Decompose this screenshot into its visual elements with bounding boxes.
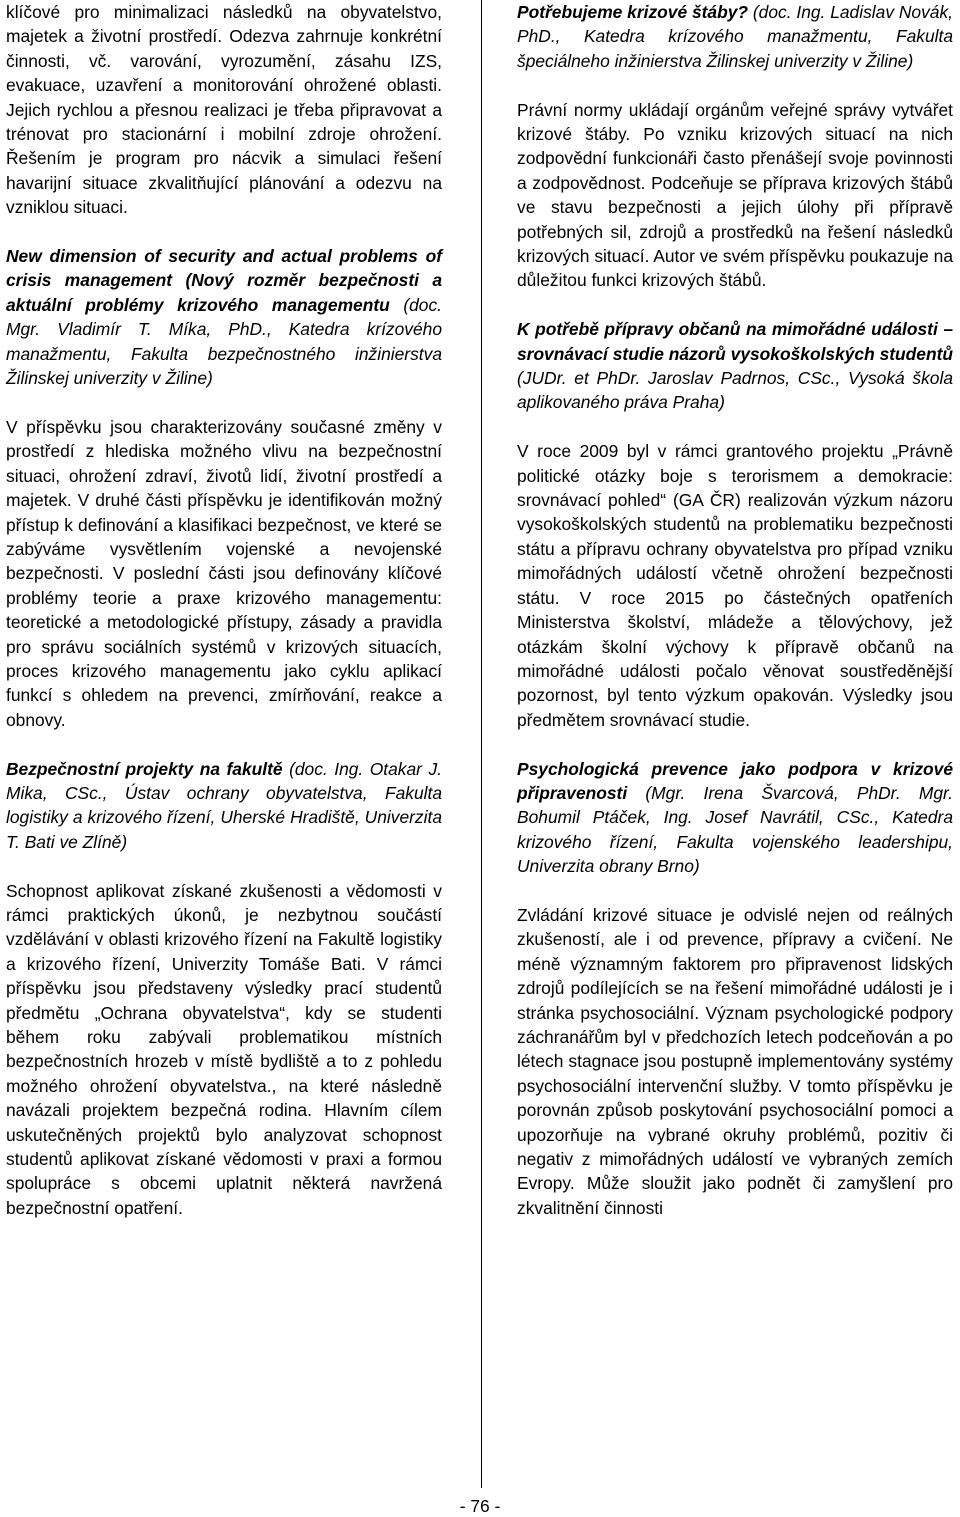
article-title: Potřebujeme krizové štáby?: [517, 2, 749, 22]
article-title: K potřebě přípravy občanů na mimořádné události – srovnávací studie názorů vysokoškolských studentů: [517, 319, 953, 364]
article-author: (JUDr. et PhDr. Jaroslav Padrnos, CSc., Vysoká škola aplikovaného práva Praha): [517, 368, 953, 413]
page-number: - 76 -: [459, 1496, 501, 1516]
article-abstract: V příspěvku jsou charakterizovány současné změny v prostředí z hlediska možného vlivu na bezpečnostní situaci, ohrožení zdraví, životů lidí, životní prostředí a majetek. V druhé části příspěvku je identifikován možný přístup k definování a klasifikaci bezpečnost, ve které se zabýváme vysvětlením vojenské a nevojenské bezpečnosti. V poslední části jsou definovány klíčové problémy teorie a praxe krizového managementu: teoretické a metodologické přístupy, zásady a pravidla pro správu sociálních systémů v krizových situacích, proces krizového managementu jako cyklu aplikací funkcí s ohledem na prevenci, zmírňování, reakce a obnovy.: [6, 416, 442, 730]
article-author: (doc. Ing. Ladislav Novák, PhD., Katedra krízového manažmentu, Fakulta špeciálneho inžinierstva Žilinskej univerzity v Žiline): [517, 2, 953, 71]
left-column: [6, 0, 442, 1220]
article-heading: [517, 0, 953, 73]
article-title: Psychologická prevence jako podpora v krizové připravenosti: [517, 758, 953, 803]
article-abstract: Zvládání krizové situace je odvislé nejen od reálných zkušeností, ale i od prevence, přípravy a cvičení. Ne méně významným faktorem pro připravenost lidských zdrojů podílejících se na řešení mimořádné události je i stránka psychosociální. Význam psychologické podpory záchranářům byl v předchozích letech podceňován a po létech stagnace jsou postupně implementovány systémy psychosociální intervenční služby. V tomto příspěvku je porovnán způsob poskytování psychosociální pomoci a upozorňuje na vybrané okruhy problémů, pozitiv či negativ z mimořádných událostí ve vybraných zemích Evropy. Může sloužit jako podnět či zamyšlení pro zkvalitnění činnosti: [517, 904, 953, 1218]
article-author: (Mgr. Irena Švarcová, PhDr. Mgr. Bohumil Ptáček, Ing. Josef Navrátil, CSc., Katedra krizového řízení, Fakulta vojenského leadershipu, Univerzita obrany Brno): [517, 782, 953, 877]
article-author: (doc. Mgr. Vladimír T. Míka, PhD., Katedra krízového manažmentu, Fakulta bezpečnostného inžinierstva Žilinskej univerzity v Žiline): [6, 294, 442, 389]
article-heading: [6, 757, 442, 855]
article-abstract: Schopnost aplikovat získané zkušenosti a vědomosti v rámci praktických úkonů, je nezbytnou součástí vzdělávání v oblasti krizového řízení na Fakultě logistiky a krizového řízení, Univerzity Tomáše Bati. V rámci příspěvku jsou představeny výsledky prací studentů předmětu „Ochrana obyvatelstva“, kdy se studenti během roku zabývali problematikou místních bezpečnostních hrozeb v místě bydliště a to z pohledu možného ohrožení obyvatelstva., na které následně navázali projektem bezpečná rodina. Hlavním cílem uskutečněných projektů bylo analyzovat schopnost studentů aplikovat získané vědomosti v praxi a formou spolupráce s obcemi uplatnit některá navržená bezpečnostní opatření.: [6, 880, 442, 1218]
article-heading: [517, 757, 953, 879]
right-column: [517, 0, 953, 1220]
article-heading: [517, 317, 953, 415]
article-abstract: Právní normy ukládají orgánům veřejné správy vytvářet krizové štáby. Po vzniku krizových situací na nich zodpovědní funkcionáři často přenášejí svoje povinnosti a zodpovědnost. Podceňuje se příprava krizových štábů ve stavu bezpečnosti a jejich úlohy při přípravě potřebných sil, zdrojů a prostředků na řešení následků krizových situací. Autor ve svém příspěvku poukazuje na důležitou funkci krizových štábů.: [517, 99, 953, 291]
column-divider: [481, 0, 482, 1488]
article-title: Bezpečnostní projekty na fakultě: [6, 758, 283, 779]
article-abstract: V roce 2009 byl v rámci grantového projektu „Právně politické otázky boje s terorismem a demokracie: srovnávací pohled“ (GA ČR) realizován výzkum názoru vysokoškolských studentů na problematiku bezpečnosti státu a přípravu ochrany obyvatelstva pro případ vzniku mimořádných událostí včetně ohrožení bezpečnosti státu. V roce 2015 po částečných opatřeních Ministerstva školství, mládeže a tělovýchovy, jež otázkám školní výchovy k přípravě občanů na mimořádné události počalo věnovat soustředěnější pozornost, byl tento výzkum opakován. Výsledky jsou předmětem srovnávací studie.: [517, 441, 953, 730]
article-author: (doc. Ing. Otakar J. Mika, CSc., Ústav ochrany obyvatelstva, Fakulta logistiky a krizového řízení, Uherské Hradiště, Univerzita T. Bati ve Zlíně): [6, 758, 442, 852]
article-title: New dimension of security and actual problems of crisis management (Nový rozměr bezpečnosti a aktuální problémy krizového managementu: [6, 246, 442, 315]
intro-paragraph: klíčové pro minimalizaci následků na obyvatelstvo, majetek a životní prostředí. Odezva zahrnuje konkrétní činnosti, vč. varování, vyrozumění, zásahu IZS, evakuace, uzavření a monitorování ohrožené oblasti. Jejich rychlou a přesnou realizaci je třeba připravovat a trénovat pro stacionární i mobilní zdroje ohrožení. Řešením je program pro nácvik a simulaci řešení havarijní situace zkvalitňující plánování a odezvu na vzniklou situaci.: [6, 2, 442, 218]
article-heading: [6, 244, 442, 390]
